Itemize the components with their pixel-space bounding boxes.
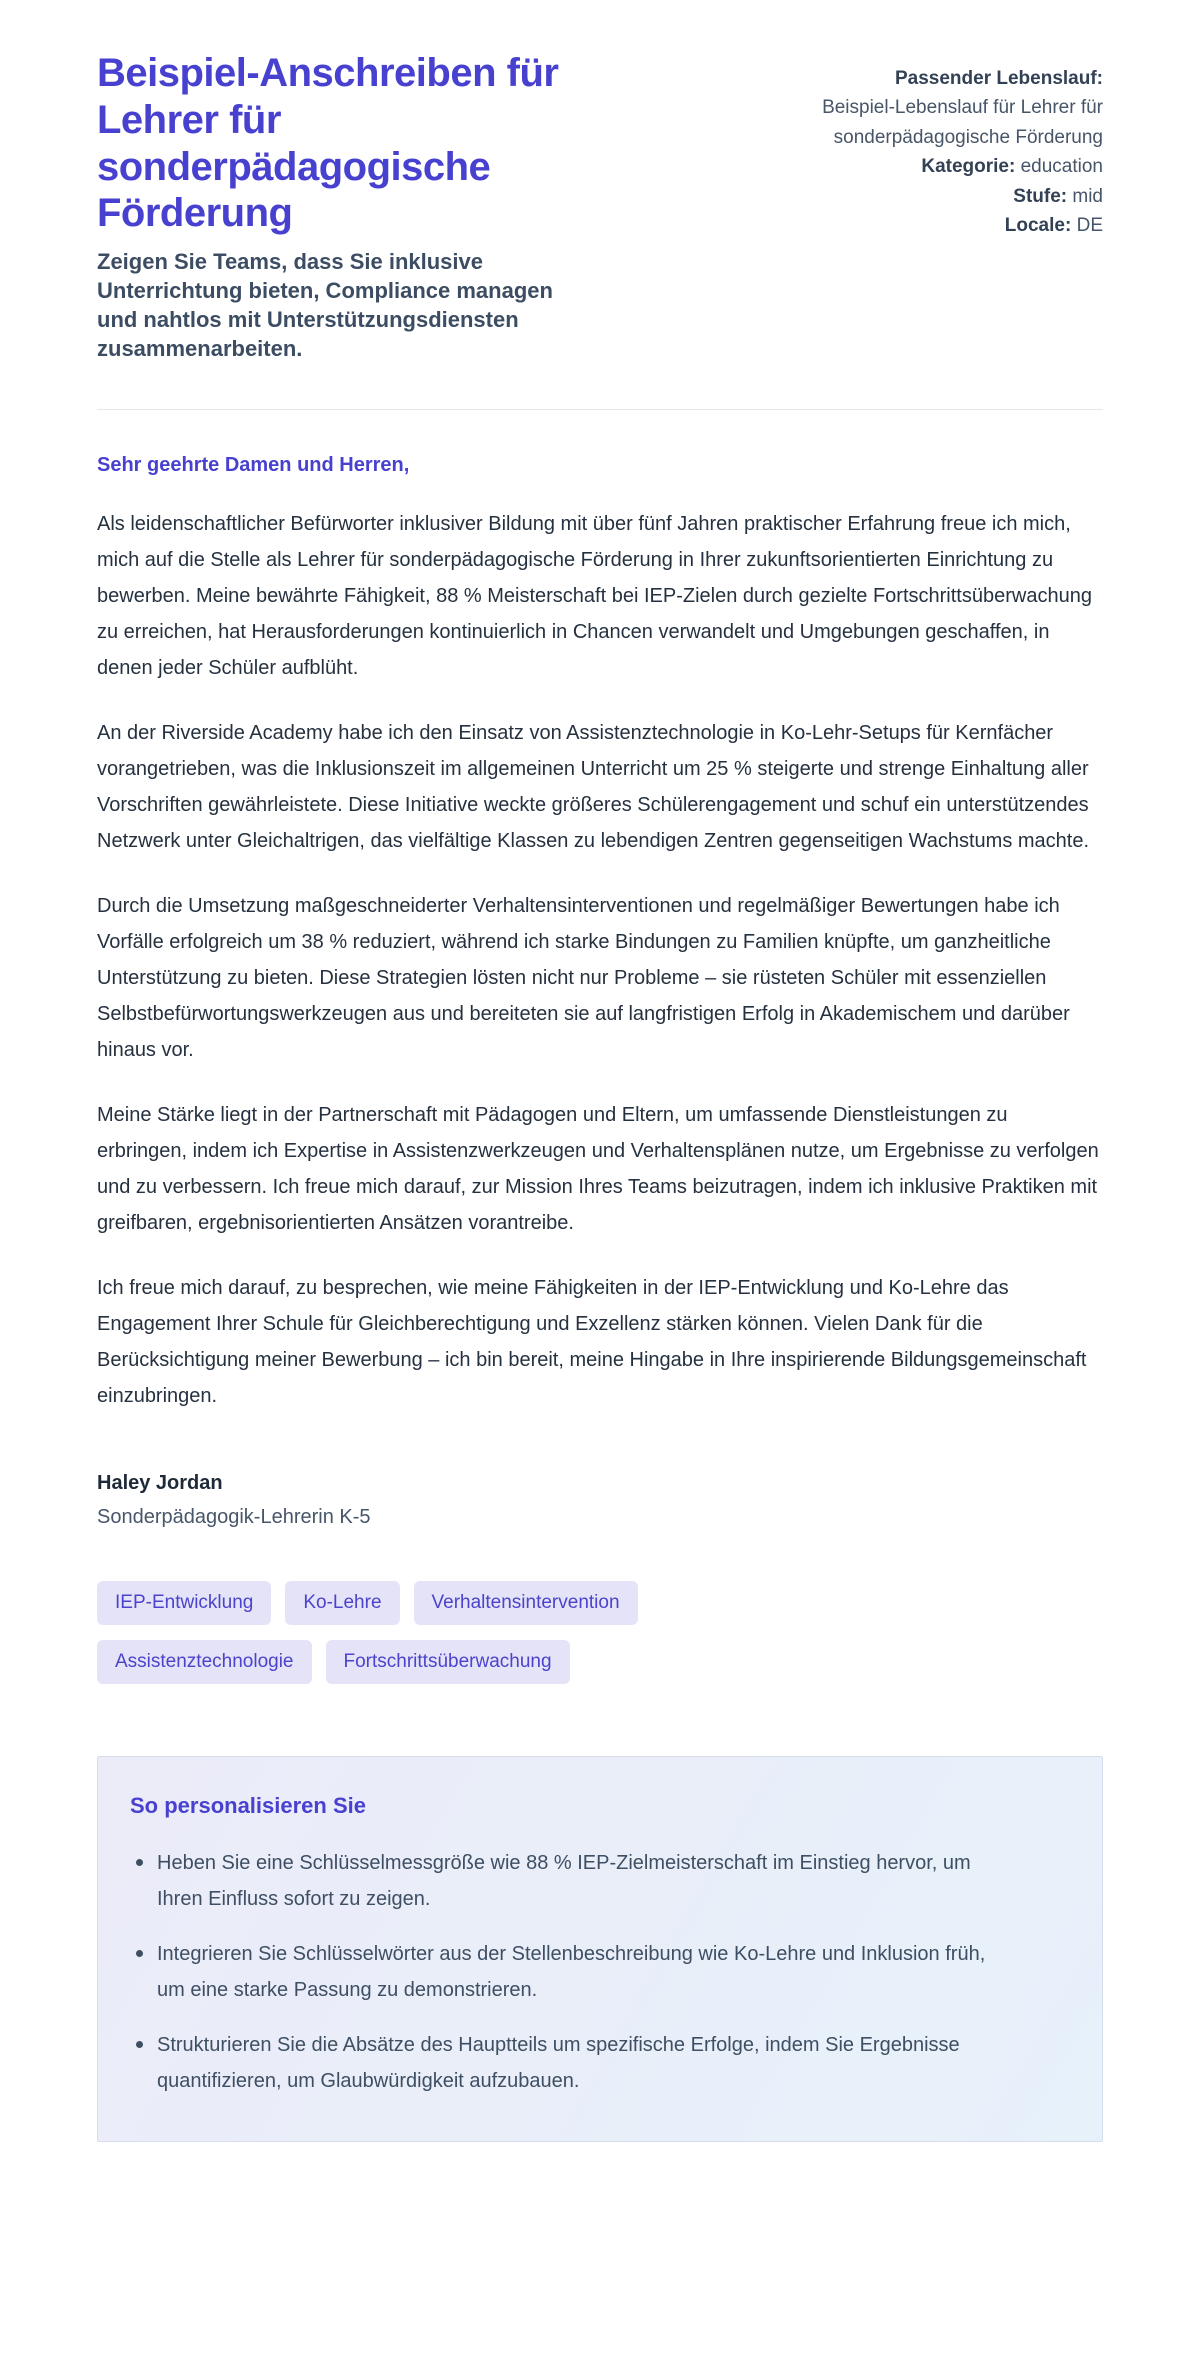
- meta-locale-value: DE: [1076, 215, 1103, 237]
- tag-chip: Verhaltensintervention: [414, 1581, 638, 1625]
- page-subtitle: Zeigen Sie Teams, dass Sie inklusive Unterrichtung bieten, Compliance managen und nahtlos mit Unterstützungsdiensten zusammenarbeiten.: [97, 249, 553, 362]
- meta-resume-value: Beispiel-Lebenslauf für Lehrer für sonderpädagogische Förderung: [822, 97, 1103, 148]
- signature-block: [97, 1472, 1103, 1529]
- personalization-tips-box: [97, 1756, 1103, 2142]
- header-title-block: [97, 50, 617, 363]
- keyword-tags: [97, 1581, 857, 1684]
- letter-greeting: Sehr geehrte Damen und Herren,: [97, 454, 410, 477]
- meta-level-value: mid: [1072, 185, 1103, 207]
- tip-item: Integrieren Sie Schlüsselwörter aus der Stellenbeschreibung wie Ko-Lehre und Inklusion früh, um eine starke Passung zu demonstrieren.: [130, 1936, 990, 2008]
- letter-paragraph: Durch die Umsetzung maßgeschneiderter Verhaltensinterventionen und regelmäßiger Bewertungen habe ich Vorfälle erfolgreich um 38 % reduziert, während ich starke Bindungen zu Familien knüpfte, um ganzheitliche Unterstützung zu bieten. Diese Strategien lösten nicht nur Probleme – sie rüsteten Schüler mit essenziellen Selbstbefürwortungswerkzeugen aus und bereiteten sie auf langfristigen Erfolg in Akademischem und darüber hinaus vor.: [97, 895, 1070, 1062]
- tag-chip: IEP-Entwicklung: [97, 1581, 271, 1625]
- meta-level-row: [735, 182, 1103, 211]
- letter-paragraph: Als leidenschaftlicher Befürworter inklusiver Bildung mit über fünf Jahren praktischer Erfahrung freue ich mich, mich auf die Stelle als Lehrer für sonderpädagogische Förderung in Ihrer zukunftsorientierten Einrichtung zu bewerben. Meine bewährte Fähigkeit, 88 % Meisterschaft bei IEP-Zielen durch gezielte Fortschrittsüberwachung zu erreichen, hat Herausforderungen kontinuierlich in Chancen verwandelt und Umgebungen geschaffen, in denen jeder Schüler aufblüht.: [97, 513, 1092, 680]
- signature-name: Haley Jordan: [97, 1472, 223, 1495]
- letter-paragraph: Meine Stärke liegt in der Partnerschaft mit Pädagogen und Eltern, um umfassende Dienstleistungen zu erbringen, indem ich Expertise in Assistenzwerkzeugen und Verhaltensplänen nutze, um Ergebnisse zu verfolgen und zu verbessern. Ich freue mich darauf, zur Mission Ihres Teams beizutragen, indem ich inklusive Praktiken mit greifbaren, ergebnisorientierten Ansätzen vorantreibe.: [97, 1104, 1099, 1235]
- meta-block: [735, 64, 1103, 241]
- meta-category-row: [735, 152, 1103, 181]
- letter-body: [97, 454, 1103, 1529]
- tips-heading: So personalisieren Sie: [130, 1793, 366, 1819]
- page-header: [97, 50, 1103, 363]
- letter-paragraph: Ich freue mich darauf, zu besprechen, wie meine Fähigkeiten in der IEP-Entwicklung und Ko-Lehre das Engagement Ihrer Schule für Gleichberechtigung und Exzellenz stärken können. Vielen Dank für die Berücksichtigung meiner Bewerbung – ich bin bereit, meine Hingabe in Ihre inspirierende Bildungsgemeinschaft einzubringen.: [97, 1277, 1087, 1408]
- tag-chip: Ko-Lehre: [285, 1581, 399, 1625]
- tips-list: [130, 1845, 1064, 2099]
- meta-resume-label: Passender Lebenslauf:: [894, 68, 1103, 89]
- tag-chip: Fortschrittsüberwachung: [326, 1640, 570, 1684]
- meta-category-value: education: [1020, 156, 1103, 178]
- letter-paragraph: An der Riverside Academy habe ich den Einsatz von Assistenztechnologie in Ko-Lehr-Setups für Kernfächer vorangetrieben, was die Inklusionszeit im allgemeinen Unterricht um 25 % steigerte und strenge Einhaltung aller Vorschriften gewährleistete. Diese Initiative weckte größeres Schülerengagement und schuf ein unterstützendes Netzwerk unter Gleichaltrigen, das vielfältige Klassen zu lebendigen Zentren gegenseitigen Wachstums machte.: [97, 722, 1090, 853]
- meta-locale-row: [735, 211, 1103, 240]
- cover-letter-page: [97, 0, 1103, 2212]
- header-divider: [97, 409, 1103, 410]
- page-title: Beispiel-Anschreiben für Lehrer für sonderpädagogische Förderung: [97, 51, 559, 236]
- meta-locale-label: Locale:: [1004, 215, 1072, 237]
- tip-item: Strukturieren Sie die Absätze des Hauptteils um spezifische Erfolge, indem Sie Ergebnisse quantifizieren, um Glaubwürdigkeit aufzubauen.: [130, 2027, 990, 2099]
- tag-chip: Assistenztechnologie: [97, 1640, 312, 1684]
- meta-resume-row: [735, 64, 1103, 152]
- meta-level-label: Stufe:: [1013, 185, 1068, 207]
- meta-category-label: Kategorie:: [921, 156, 1016, 178]
- signature-role: Sonderpädagogik-Lehrerin K-5: [97, 1506, 371, 1529]
- tip-item: Heben Sie eine Schlüsselmessgröße wie 88 % IEP-Zielmeisterschaft im Einstieg hervor, um Ihren Einfluss sofort zu zeigen.: [130, 1845, 990, 1917]
